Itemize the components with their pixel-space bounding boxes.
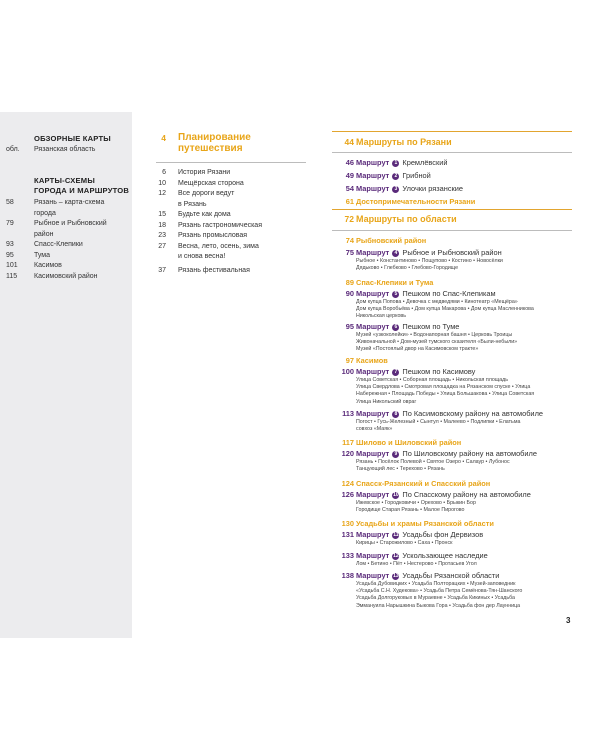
page-number: 113 bbox=[342, 409, 354, 418]
route-stops: Дядьково • Глебково • Глебово-Городище bbox=[356, 265, 459, 272]
map-item bbox=[6, 198, 130, 219]
page-number: 10 bbox=[158, 179, 166, 187]
toc-item bbox=[150, 210, 310, 221]
route-number-badge: 9 bbox=[392, 451, 399, 458]
entry-text: Весна, лето, осень, зима bbox=[178, 242, 259, 250]
planning-title-line2: путешествия bbox=[178, 143, 243, 154]
page-number: 44 bbox=[344, 137, 354, 147]
page-number: 97 bbox=[345, 356, 354, 365]
subsection-title: Касимов bbox=[356, 356, 388, 365]
route-label: Маршрут bbox=[356, 409, 390, 418]
page-number: 23 bbox=[158, 232, 166, 239]
route-label: Маршрут bbox=[356, 490, 390, 499]
entry-text: Мещёрская сторона bbox=[178, 179, 244, 187]
page-number: 117 bbox=[342, 438, 354, 447]
route-number-badge: 12 bbox=[393, 553, 399, 559]
route-stops: Музей «узкоколейки» • Водонапорная башня • Церковь Троицы bbox=[356, 332, 513, 338]
overview-maps-section bbox=[6, 134, 130, 156]
sights-title: Достопримечательности Рязани bbox=[356, 197, 476, 206]
map-item bbox=[6, 261, 130, 272]
route-title: Ускользающее наследие bbox=[402, 551, 488, 560]
entry-text-cont: и снова весна! bbox=[178, 253, 226, 260]
toc-item bbox=[150, 189, 310, 210]
entry-text-cont: города bbox=[34, 209, 56, 217]
page-number: 131 bbox=[341, 530, 354, 539]
entry-text: Касимов bbox=[34, 262, 62, 269]
overview-map-item bbox=[6, 145, 130, 156]
entry-text: Рыбное и Рыбновский bbox=[34, 220, 107, 227]
page-number: 89 bbox=[345, 278, 354, 287]
route-stops: Усадьба Долгоруковых в Мураевне • Усадьба Кикиных • Усадьба bbox=[356, 595, 515, 602]
entry-text: Рязань фестивальная bbox=[178, 266, 250, 274]
page-number: 6 bbox=[162, 169, 166, 176]
toc-item bbox=[150, 168, 310, 179]
page-number: 27 bbox=[158, 242, 166, 250]
route-stops: Дом купца Воробьёва • Дом купца Макарова • Дом купца Масленникова bbox=[356, 306, 534, 313]
route-title: Усадьбы Рязанской области bbox=[402, 571, 500, 580]
page-number: 130 bbox=[341, 519, 354, 528]
route-number-badge: 10 bbox=[393, 492, 399, 498]
route-label: Маршрут bbox=[356, 571, 390, 580]
page-number: 126 bbox=[341, 490, 354, 499]
page-number: 95 bbox=[6, 251, 14, 259]
entry-text: Все дороги ведут bbox=[178, 190, 235, 197]
page-number: 15 bbox=[158, 211, 166, 218]
route-stops: Улица Советская • Соборная площадь • Никольская площадь bbox=[356, 377, 509, 383]
route-number-badge: 8 bbox=[392, 411, 399, 418]
route-title: Улочки рязанские bbox=[402, 184, 463, 193]
route-stops: Улица Свердлова • Смотровая площадка на Рязанском спуске • Улица bbox=[356, 384, 531, 391]
page-number: 124 bbox=[341, 479, 354, 488]
route-maps-heading-line1: КАРТЫ-СХЕМЫ bbox=[34, 176, 95, 185]
page-number: 95 bbox=[345, 322, 354, 331]
route-stops: Живоначальной • Дом-музей тумского сказителя «Были-небыли» bbox=[356, 339, 518, 346]
subsection-title: Спас-Клепики и Тума bbox=[356, 278, 434, 287]
route-stops: Кирицы • Старожилово • Саха • Пронск bbox=[356, 540, 453, 546]
route-stops: Танцующий лес • Терехово • Рязань bbox=[356, 466, 445, 473]
route-stops: Погост • Гусь-Железный • Сынтул • Малеево • Подлипки • Елатьма bbox=[356, 419, 521, 425]
subsection-title: Спасск-Рязанский и Спасский район bbox=[356, 479, 491, 488]
route-label: Маршрут bbox=[356, 551, 390, 560]
map-item bbox=[6, 272, 130, 283]
route-label: Маршрут bbox=[356, 449, 390, 458]
page-number: 101 bbox=[6, 262, 18, 269]
page-number: 90 bbox=[345, 289, 354, 298]
map-item bbox=[6, 251, 130, 262]
page-number: 46 bbox=[345, 158, 354, 167]
route-label: Маршрут bbox=[356, 171, 390, 180]
toc-item bbox=[150, 179, 310, 190]
toc-item bbox=[150, 266, 310, 277]
route-title: По Касимовскому району на автомобиле bbox=[402, 409, 543, 418]
page-number: 93 bbox=[6, 241, 14, 248]
route-title: Усадьбы фон Дервизов bbox=[402, 530, 484, 539]
entry-text: Спасс-Клепики bbox=[34, 241, 83, 248]
page-number: 120 bbox=[341, 449, 354, 458]
route-stops: Музей «Постоялый двор на Касимовском тракте» bbox=[356, 346, 479, 353]
route-number-badge: 6 bbox=[392, 324, 399, 331]
page-number: 18 bbox=[158, 221, 166, 229]
route-number-badge: 13 bbox=[393, 573, 399, 579]
overview-maps-heading: ОБЗОРНЫЕ КАРТЫ bbox=[34, 134, 111, 143]
page-number: 49 bbox=[345, 171, 354, 180]
route-label: Маршрут bbox=[356, 530, 390, 539]
route-stops: Улица Никольский овраг bbox=[356, 398, 417, 405]
route-stops: «Усадьба С.Н. Худекова» • Усадьба Петра Семёнова-Тян-Шанского bbox=[356, 588, 523, 595]
entry-text-cont: район bbox=[34, 230, 54, 238]
route-maps-heading-line2: ГОРОДА И МАРШРУТОВ bbox=[34, 186, 130, 195]
route-label: Маршрут bbox=[356, 248, 390, 257]
route-number-badge: 5 bbox=[392, 291, 399, 298]
planning-page-number: 4 bbox=[161, 133, 166, 143]
section-divider bbox=[332, 230, 572, 231]
route-title: Грибной bbox=[402, 171, 431, 180]
route-stops: Усадьба Дубовицких • Усадьба Полторацких • Музей-заповедник bbox=[356, 581, 516, 587]
planning-section bbox=[150, 132, 310, 276]
route-stops: Рязань • Посёлок Полевой • Святое Озеро • Салаур • Лубонос bbox=[356, 459, 510, 465]
route-number-badge: 2 bbox=[392, 173, 399, 180]
route-title: По Спасскому району на автомобиле bbox=[402, 490, 531, 499]
route-stops: Лом • Бетино • Пёт • Нестерово • Протасьев Угол bbox=[356, 561, 477, 567]
page-number: 74 bbox=[345, 236, 354, 245]
toc-item bbox=[150, 231, 310, 242]
route-stops: Набережная • Площадь Победы • Улица Большакова • Улица Советская bbox=[356, 391, 535, 398]
route-title: Кремлёвский bbox=[402, 158, 448, 167]
planning-title-line1: Планирование bbox=[178, 132, 251, 143]
route-label: Маршрут bbox=[356, 322, 390, 331]
entry-text-cont: в Рязань bbox=[178, 200, 207, 208]
route-number-badge: 4 bbox=[392, 250, 399, 257]
route-number-badge: 7 bbox=[392, 369, 399, 376]
page-number: 79 bbox=[6, 220, 14, 227]
page-number: 54 bbox=[345, 184, 354, 193]
subsection-title: Усадьбы и храмы Рязанской области bbox=[356, 519, 494, 528]
page-number-footer: 3 bbox=[566, 616, 571, 625]
page-number: 115 bbox=[6, 272, 18, 280]
entry-text: История Рязани bbox=[178, 169, 231, 176]
entry-text: Рязань гастрономическая bbox=[178, 221, 262, 229]
route-label: Маршрут bbox=[356, 158, 390, 167]
route-stops: Рыбное • Константиново • Пощупово • Костино • Новосёлки bbox=[356, 258, 503, 264]
entry-text: Тума bbox=[34, 251, 51, 259]
page-number: 61 bbox=[345, 197, 354, 206]
map-item bbox=[6, 240, 130, 251]
page-number: 12 bbox=[158, 190, 166, 197]
page-number: 75 bbox=[345, 248, 354, 257]
route-label: Маршрут bbox=[356, 367, 390, 376]
route-stops: Ижевское • Городковичи • Орехово • Брыкин Бор bbox=[356, 500, 476, 506]
section-rule bbox=[332, 209, 572, 210]
route-maps-section bbox=[6, 176, 130, 282]
section-title: Маршруты по области bbox=[356, 214, 457, 224]
page-number: 100 bbox=[341, 367, 354, 376]
subsection-title: Рыбновский район bbox=[356, 236, 427, 245]
route-stops: Эммануила Нарышкина Быкова Гора • Усадьба фон дер Лаунница bbox=[356, 602, 521, 609]
page-number: 138 bbox=[341, 571, 354, 580]
section-divider bbox=[332, 152, 572, 153]
route-title: По Шиловскому району на автомобиле bbox=[402, 449, 537, 458]
page-number: 133 bbox=[341, 551, 354, 560]
toc-item bbox=[150, 221, 310, 232]
route-title: Рыбное и Рыбновский район bbox=[402, 248, 502, 257]
route-number-badge: 1 bbox=[392, 160, 399, 167]
route-title: Пешком по Спас-Клепикам bbox=[402, 289, 496, 298]
page-number: 58 bbox=[6, 199, 14, 206]
route-number-badge: 11 bbox=[393, 532, 399, 538]
page-number: обл. bbox=[6, 146, 20, 153]
route-number-badge: 3 bbox=[392, 186, 399, 193]
page-number: 37 bbox=[158, 266, 166, 274]
entry-text: Рязанская область bbox=[34, 146, 96, 153]
subsection-title: Шилово и Шиловский район bbox=[356, 438, 462, 447]
route-stops: совхоз «Маяк» bbox=[356, 426, 393, 433]
entry-text: Касимовский район bbox=[34, 272, 98, 280]
route-label: Маршрут bbox=[356, 289, 390, 298]
route-title: Пешком по Касимову bbox=[402, 367, 476, 376]
section-rule bbox=[332, 131, 572, 132]
route-title: Пешком по Туме bbox=[402, 322, 460, 331]
map-item bbox=[6, 219, 130, 240]
entry-text: Будьте как дома bbox=[178, 211, 231, 218]
page-number: 72 bbox=[344, 214, 354, 224]
route-label: Маршрут bbox=[356, 184, 390, 193]
section-title: Маршруты по Рязани bbox=[356, 137, 452, 147]
route-stops: Никольская церковь bbox=[356, 313, 406, 320]
route-stops: Городище Старая Рязань • Малое Пирогово bbox=[356, 507, 465, 514]
entry-text: Рязань промысловая bbox=[178, 232, 248, 239]
toc-item bbox=[150, 242, 310, 263]
section-divider bbox=[156, 162, 306, 163]
route-stops: Дом купца Попова • Девочка с медведями • Кинотеатр «Мещёра» bbox=[356, 299, 518, 305]
entry-text: Рязань – карта-схема bbox=[34, 199, 105, 206]
